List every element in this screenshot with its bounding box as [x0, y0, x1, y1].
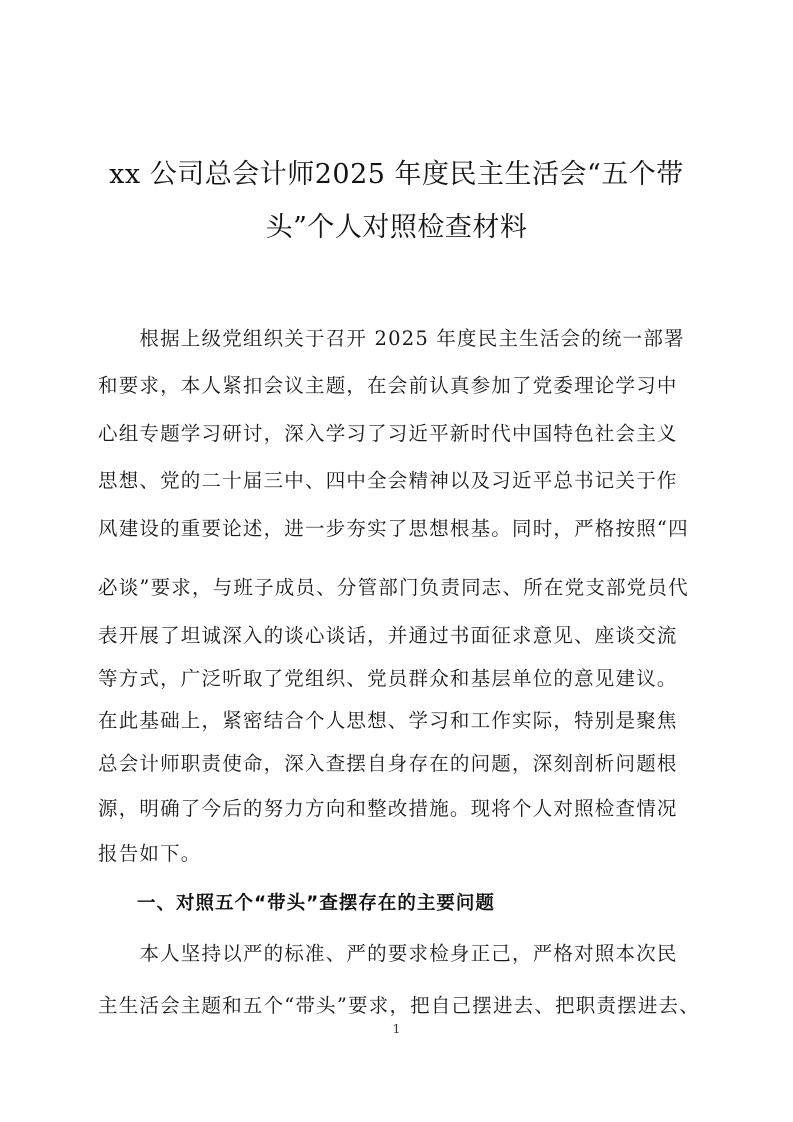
paragraph-line: 根据上级党组织关于召开 2025 年度民主生活会的统一部署 — [98, 327, 685, 350]
page-number: 1 — [392, 1022, 401, 1036]
paragraph-line: 源，明确了今后的努力方向和整改措施。现将个人对照检查情况 — [98, 797, 678, 820]
paragraph-line: 思想、党的二十届三中、四中全会精神以及习近平总书记关于作 — [98, 469, 678, 492]
document-title — [80, 148, 713, 254]
paragraph-line: 等方式，广泛听取了党组织、党员群众和基层单位的意见建议。 — [98, 667, 678, 690]
paragraph-line: 主生活会主题和五个“带头”要求，把自己摆进去、把职责摆进去、 — [98, 994, 700, 1017]
paragraph-line: 在此基础上，紧密结合个人思想、学习和工作实际，特别是聚焦 — [98, 709, 678, 732]
paragraph-line: 和要求，本人紧扣会议主题，在会前认真参加了党委理论学习中 — [98, 374, 678, 397]
paragraph-line: 报告如下。 — [98, 842, 202, 865]
paragraph-line: 总会计师职责使命，深入查摆自身存在的问题，深刻剖析问题根 — [98, 752, 678, 775]
paragraph-line: 心组专题学习研讨，深入学习了习近平新时代中国特色社会主义 — [98, 422, 678, 445]
paragraph-line: 表开展了坦诚深入的谈心谈话，并通过书面征求意见、座谈交流 — [98, 624, 678, 647]
paragraph-line: 风建设的重要论述，进一步夯实了思想根基。同时，严格按照“四 — [98, 517, 689, 540]
paragraph-line: 本人坚持以严的标准、严的要求检身正己，严格对照本次民 — [98, 942, 678, 965]
paragraph-line: 必谈”要求，与班子成员、分管部门负责同志、所在党支部党员代 — [98, 576, 689, 599]
title-line-1: xx 公司总会计师2025 年度民主生活会“五个带 — [109, 159, 684, 190]
section-heading: 一、对照五个“带头”查摆存在的主要问题 — [98, 893, 495, 914]
title-line-2: 头”个人对照检查材料 — [265, 212, 528, 243]
